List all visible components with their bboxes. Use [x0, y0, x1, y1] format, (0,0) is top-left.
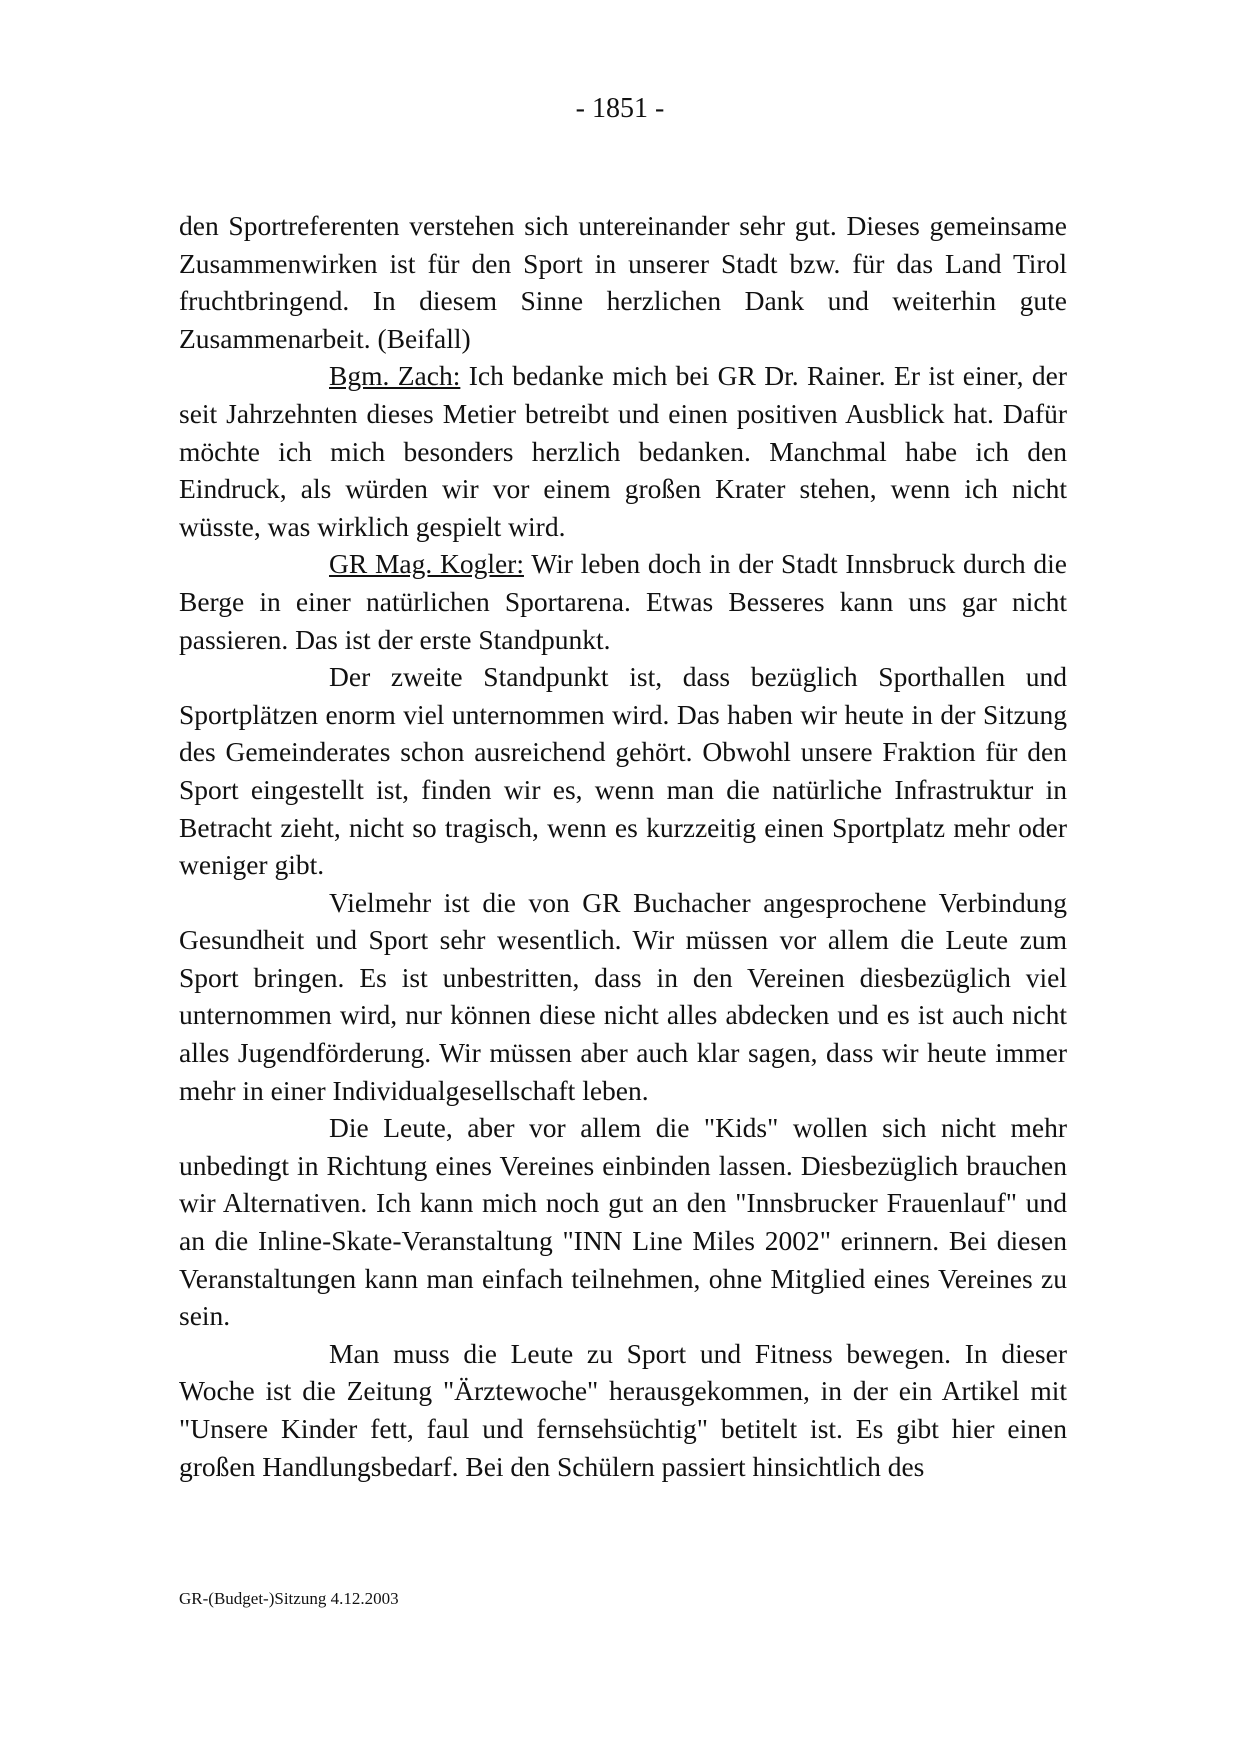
- paragraph: [179, 207, 1067, 357]
- paragraph-text: Wir leben doch in der Stadt Innsbruck durch die Berge in einer natürlichen Sportarena. Etwas Besseres kann uns gar nicht passieren. Das ist der erste Standpunkt.: [179, 548, 1067, 655]
- paragraph: [179, 357, 1067, 545]
- page-number: - 1851 -: [575, 93, 665, 124]
- paragraph: [179, 884, 1067, 1110]
- paragraph: [179, 545, 1067, 658]
- paragraph: [179, 1109, 1067, 1335]
- paragraph-text: den Sportreferenten verstehen sich untereinander sehr gut. Dieses gemeinsame Zusammenwirken ist für den Sport in unserer Stadt bzw. für das Land Tirol fruchtbringend. In diesem Sinne herzlichen Dank und weiterhin gute Zusammenarbeit. (Beifall): [179, 210, 1067, 354]
- paragraph: [179, 658, 1067, 884]
- paragraph-text: Vielmehr ist die von GR Buchacher angesprochene Verbindung Gesundheit und Sport sehr wesentlich. Wir müssen vor allem die Leute zum Sport bringen. Es ist unbestritten, dass in den Vereinen diesbezüglich viel unternommen wird, nur können diese nicht alles abdecken und es ist auch nicht alles Jugendförderung. Wir müssen aber auch klar sagen, dass wir heute immer mehr in einer Individualgesellschaft leben.: [179, 886, 1067, 1106]
- paragraph-text: Ich bedanke mich bei GR Dr. Rainer. Er ist einer, der seit Jahrzehnten dieses Metier betreibt und einen positiven Ausblick hat. Dafür möchte ich mich besonders herzlich bedanken. Manchmal habe ich den Eindruck, als würden wir vor einem großen Krater stehen, wenn ich nicht wüsste, was wirklich gespielt wird.: [179, 360, 1067, 542]
- paragraph-text: Man muss die Leute zu Sport und Fitness bewegen. In dieser Woche ist die Zeitung "Ärztewoche" herausgekommen, in der ein Artikel mit "Unsere Kinder fett, faul und fernsehsüchtig" betitelt ist. Es gibt hier einen großen Handlungsbedarf. Bei den Schülern passiert hinsichtlich des: [179, 1337, 1067, 1482]
- footer-session-label: GR-(Budget-)Sitzung 4.12.2003: [179, 1589, 399, 1608]
- paragraph: [179, 1335, 1067, 1485]
- speaker-name: Bgm. Zach:: [329, 360, 461, 392]
- body-text: [179, 207, 1067, 1485]
- speaker-name: GR Mag. Kogler:: [329, 548, 524, 580]
- paragraph-text: Der zweite Standpunkt ist, dass bezüglich Sporthallen und Sportplätzen enorm viel unternommen wird. Das haben wir heute in der Sitzung des Gemeinderates schon ausreichend gehört. Obwohl unsere Fraktion für den Sport eingestellt ist, finden wir es, wenn man die natürliche Infrastruktur in Betracht zieht, nicht so tragisch, wenn es kurzzeitig einen Sportplatz mehr oder weniger gibt.: [179, 661, 1067, 881]
- paragraph-text: Die Leute, aber vor allem die "Kids" wollen sich nicht mehr unbedingt in Richtung eines Vereines einbinden lassen. Diesbezüglich brauchen wir Alternativen. Ich kann mich noch gut an den "Innsbrucker Frauenlauf" und an die Inline-Skate-Veranstaltung "INN Line Miles 2002" erinnern. Bei diesen Veranstaltungen kann man einfach teilnehmen, ohne Mitglied eines Vereines zu sein.: [179, 1112, 1067, 1332]
